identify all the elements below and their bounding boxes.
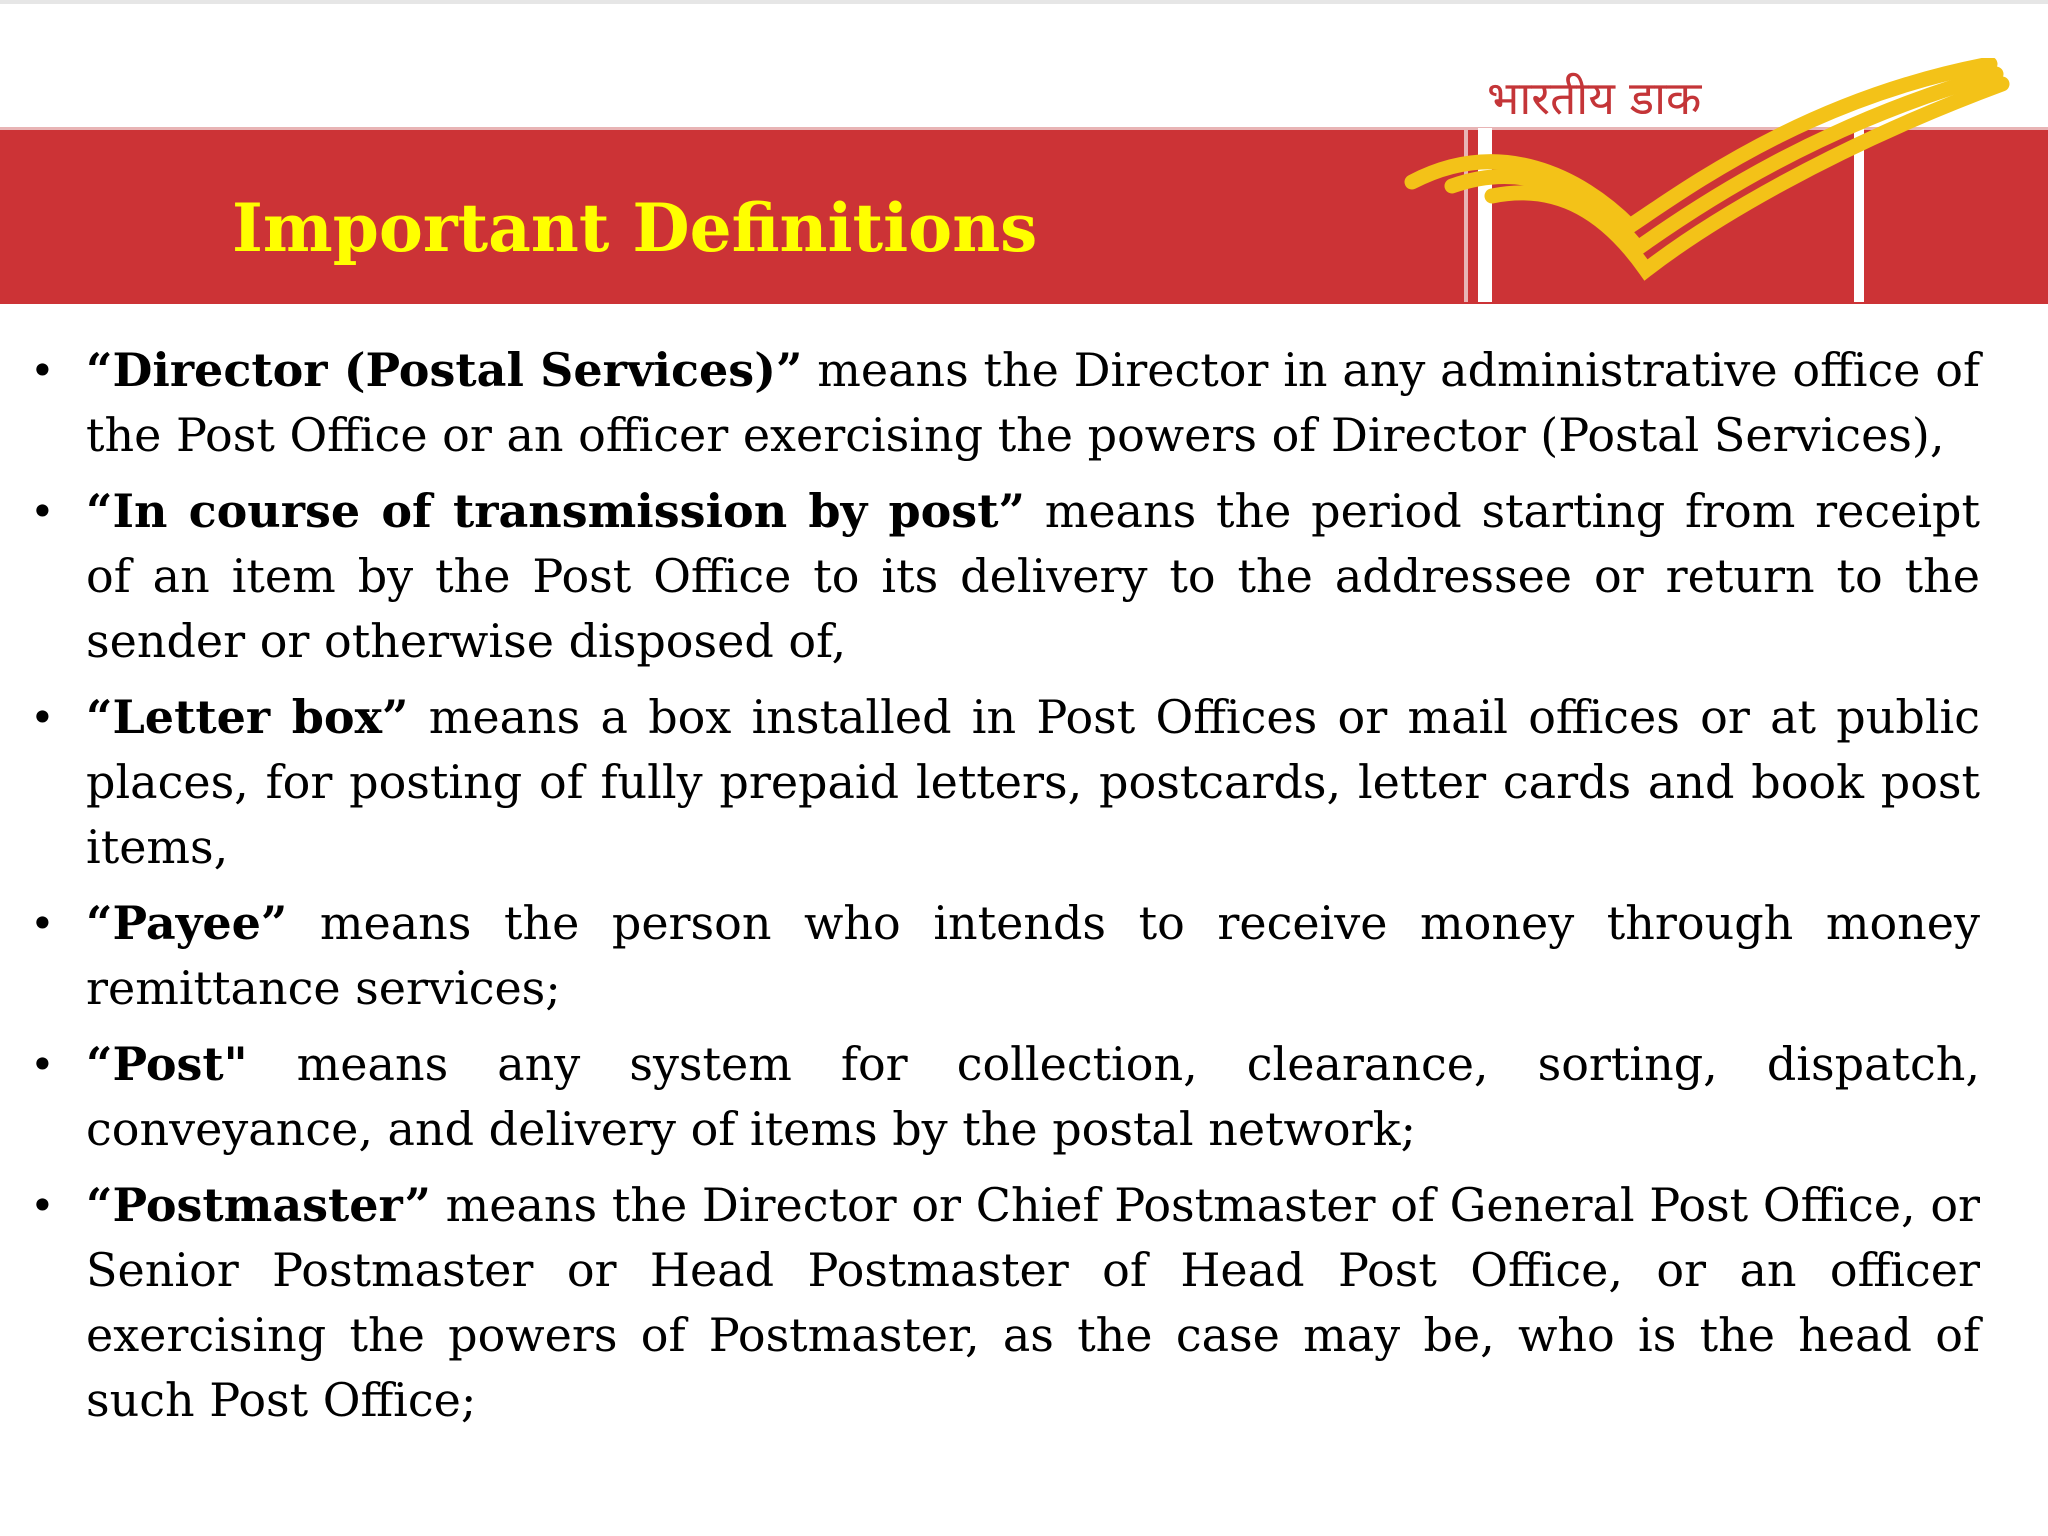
bullet-icon: • (30, 1040, 55, 1089)
logo-wordmark: भारतीय डाक (1487, 71, 1702, 125)
top-rule (0, 0, 2048, 4)
definition-text: means the period starting from receipt of an item by the Post Office to its delivery to the addressee or return to the sender or otherwise disposed of, (86, 484, 1980, 668)
definition-term: “Postmaster” (86, 1178, 431, 1232)
bullet-icon: • (30, 1181, 55, 1230)
definition-term: “In course of transmission by post” (86, 484, 1025, 538)
definition-term: “Post" (86, 1037, 248, 1091)
list-item (30, 891, 1980, 1021)
bullet-icon: • (30, 899, 55, 948)
india-post-logo-icon (1390, 58, 2020, 302)
definition-term: “Letter box” (86, 690, 409, 744)
definition-text: means the Director in any administrative office of the Post Office or an officer exercising the powers of Director (Postal Services), (86, 343, 1981, 462)
bullet-icon: • (30, 487, 55, 536)
list-item (30, 685, 1980, 880)
definition-text: means any system for collection, clearance, sorting, dispatch, conveyance, and delivery of items by the postal network; (86, 1037, 1980, 1156)
definition-text: means the person who intends to receive money through money remittance services; (86, 896, 1980, 1015)
bullet-icon: • (30, 346, 55, 395)
definition-text: means a box installed in Post Offices or mail offices or at public places, for posting of fully prepaid letters, postcards, letter cards and book post items, (86, 690, 1981, 874)
list-item (30, 1173, 1980, 1433)
bullet-icon: • (30, 693, 55, 742)
list-item (30, 1032, 1980, 1162)
definition-term: “Payee” (86, 896, 288, 950)
definitions-list (30, 338, 1980, 1444)
page-title: Important Definitions (232, 189, 1038, 267)
list-item (30, 479, 1980, 674)
definition-term: “Director (Postal Services)” (86, 343, 803, 397)
definition-text: means the Director or Chief Postmaster of General Post Office, or Senior Postmaster or Head Postmaster of Head Post Office, or an officer exercising the powers of Postmaster, as the case may be, who is the head of such Post Office; (86, 1178, 1980, 1427)
list-item (30, 338, 1980, 468)
